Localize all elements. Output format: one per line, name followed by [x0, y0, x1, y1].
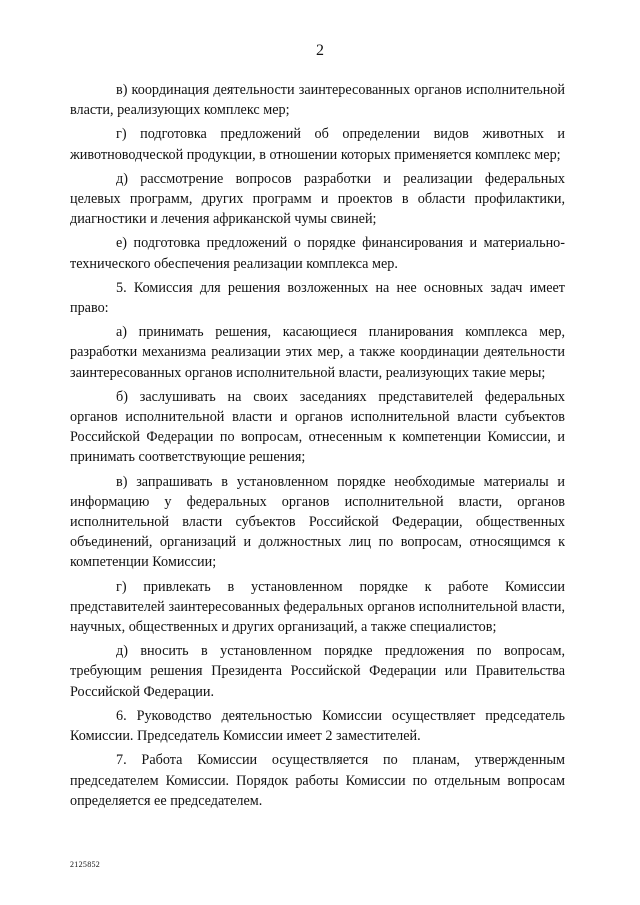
paragraph-item-a-decisions: а) принимать решения, касающиеся планирования комплекса мер, разработки механизма реализации этих мер, а также координации деятельности заинтересованных органов исполнительной власти, реализующих такие меры; [70, 324, 565, 381]
paragraph-item-d-submit-proposals: д) вносить в установленном порядке предложения по вопросам, требующим решения Президента Российской Федерации или Правительства Российской Федерации. [70, 643, 565, 700]
paragraph-item-g-involve: г) привлекать в установленном порядке к работе Комиссии представителей заинтересованных федеральных органов исполнительной власти, научных, общественных и других организаций, а также специалистов; [70, 578, 565, 636]
document-body [70, 80, 565, 815]
paragraph-item-v-requests: в) запрашивать в установленном порядке необходимые материалы и информацию у федеральных органов исполнительной власти, органов исполнительной власти субъектов Российской Федерации, общественных объединений, организаций и должностных лиц по вопросам, относящимся к компетенции Комиссии; [70, 473, 565, 571]
document-code: 2125852 [70, 860, 101, 869]
paragraph-clause-5: 5. Комиссия для решения возложенных на нее основных задач имеет право: [70, 279, 565, 317]
paragraph-item-g-proposals-animal-types: г) подготовка предложений об определении видов животных и животноводческой продукции, в отношении которых применяется комплекс мер; [70, 126, 565, 163]
paragraph-item-b-hearings: б) заслушивать на своих заседаниях представителей федеральных органов исполнительной власти и органов исполнительной власти субъектов Российской Федерации по вопросам, отнесенным к компетенции Комиссии, и принимать соответствующие решения; [70, 388, 565, 466]
page-number: 2 [316, 42, 324, 59]
paragraph-item-d-programs-review: д) рассмотрение вопросов разработки и реализации федеральных целевых программ, других программ и проектов в области профилактики, диагностики и лечения африканской чумы свиней; [70, 170, 565, 228]
paragraph-clause-7: 7. Работа Комиссии осуществляется по планам, утвержденным председателем Комиссии. Порядок работы Комиссии по отдельным вопросам определяется ее председателем. [70, 752, 565, 809]
paragraph-item-v-coordination: в) координация деятельности заинтересованных органов исполнительной власти, реализующих комплекс мер; [70, 82, 565, 119]
paragraph-item-e-financing-proposals: е) подготовка предложений о порядке финансирования и материально-технического обеспечения реализации комплекса мер. [70, 235, 565, 272]
paragraph-clause-6: 6. Руководство деятельностью Комиссии осуществляет председатель Комиссии. Председатель Комиссии имеет 2 заместителей. [70, 707, 565, 745]
